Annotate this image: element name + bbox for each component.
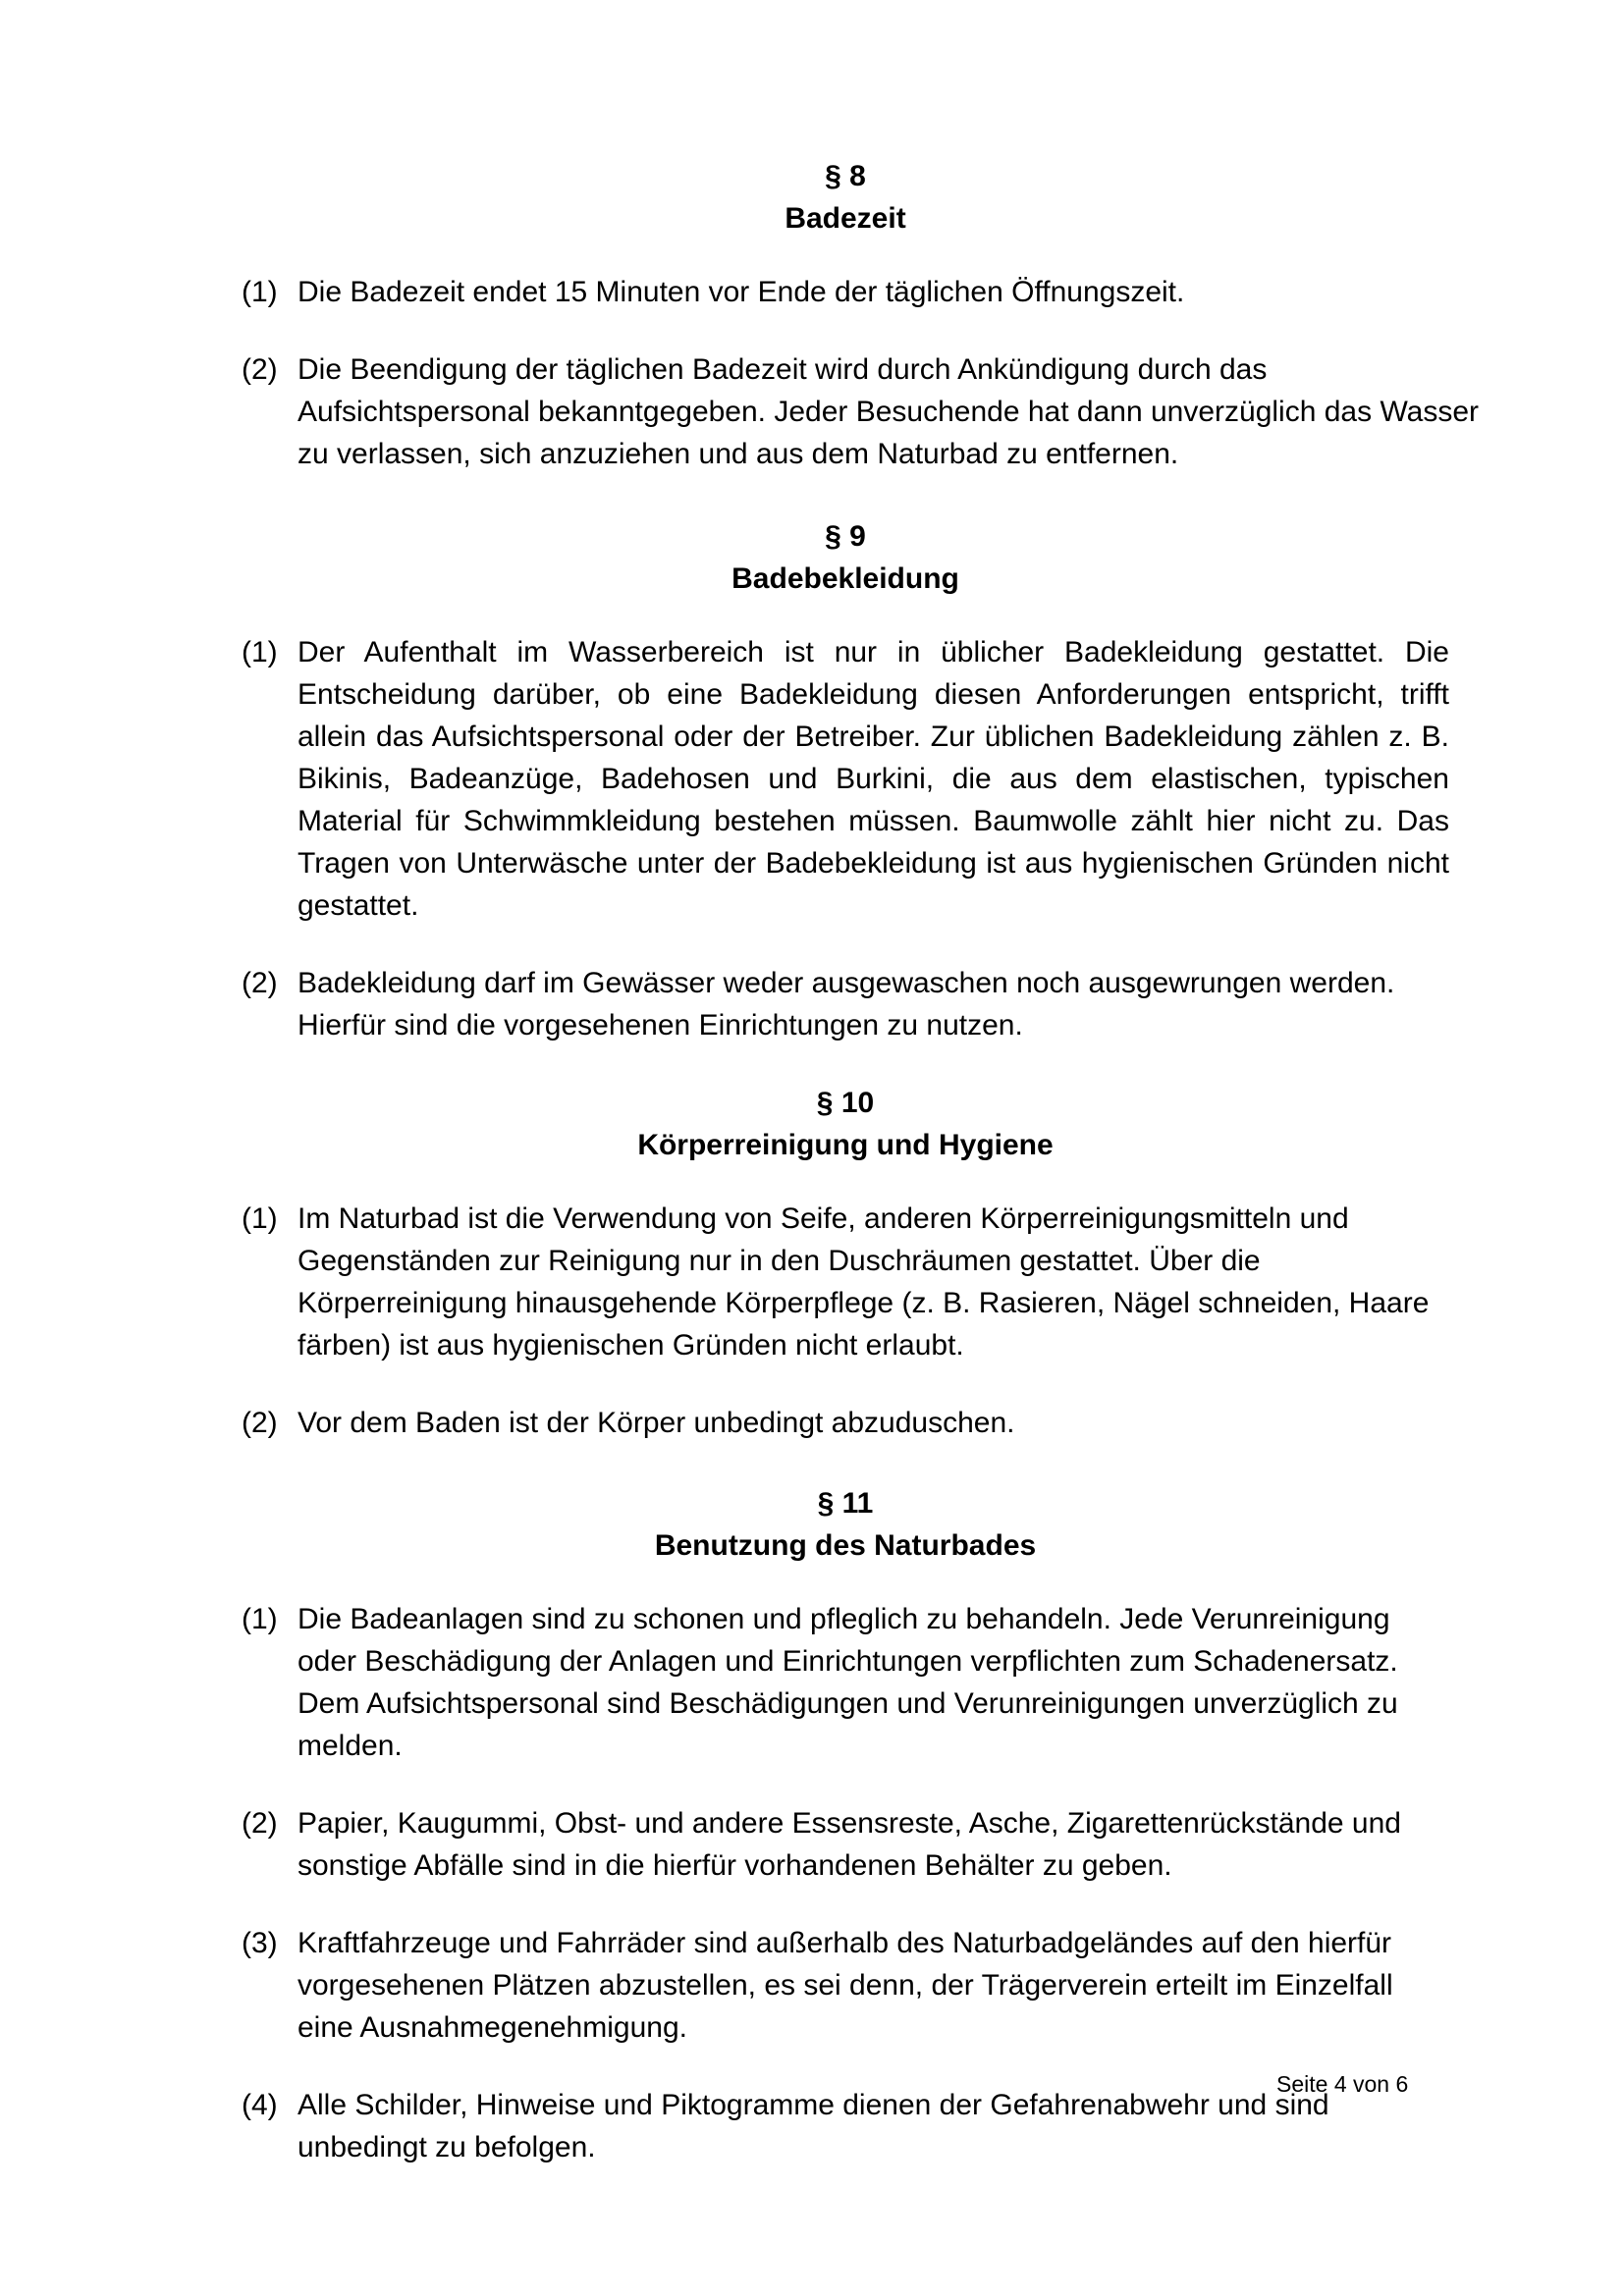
section-title: Körperreinigung und Hygiene (637, 1129, 1054, 1161)
section-11 (242, 1482, 1449, 2168)
paragraph (242, 1922, 1449, 2049)
paragraph-number: (2) (242, 967, 278, 999)
paragraph-text: Die Badezeit endet 15 Minuten vor Ende der täglichen Öffnungszeit. (298, 276, 1185, 308)
section-title: Badezeit (785, 202, 906, 235)
paragraph-text: Die Badeanlagen sind zu schonen und pfleglich zu behandeln. Jede Verunreinigung oder Beschädigung der Anlagen und Einrichtungen verpflichten zum Schadenersatz. Dem Aufsichtspersonal sind Beschädigungen und Verunreinigungen unverzüglich zu melden. (298, 1603, 1398, 1762)
paragraph (242, 1198, 1449, 1366)
section-number: § 8 (825, 160, 866, 192)
paragraph-number: (3) (242, 1927, 278, 1959)
paragraph (242, 1802, 1449, 1887)
paragraph-number: (4) (242, 2089, 278, 2121)
paragraph (242, 1402, 1449, 1444)
paragraph-text: Der Aufenthalt im Wasserbereich ist nur in üblicher Badekleidung gestattet. Die Entscheidung darüber, ob eine Badekleidung diesen Anforderungen entspricht, trifft allein das Aufsichtspersonal oder der Betreiber. Zur üblichen Badekleidung zählen z. B. Bikinis, Badeanzüge, Badehosen und Burkini, die aus dem elastischen, typischen Material für Schwimmkleidung bestehen müssen. Baumwolle zählt hier nicht zu. Das Tragen von Unterwäsche unter der Badebekleidung ist aus hygienischen Gründen nicht gestattet. (298, 636, 1449, 922)
paragraph-number: (2) (242, 1407, 278, 1439)
paragraph (242, 271, 1449, 313)
section-number: § 11 (817, 1487, 874, 1520)
paragraph-text: Papier, Kaugummi, Obst- und andere Essensreste, Asche, Zigarettenrückstände und sonstige Abfälle sind in die hierfür vorhandenen Behälter zu geben. (298, 1807, 1401, 1882)
paragraph-number: (1) (242, 1202, 278, 1235)
paragraph (242, 631, 1449, 927)
section-title: Badebekleidung (731, 562, 959, 595)
paragraph (242, 348, 1495, 475)
paragraph (242, 1598, 1449, 1767)
paragraph-text: Kraftfahrzeuge und Fahrräder sind außerhalb des Naturbadgeländes auf den hierfür vorgesehenen Plätzen abzustellen, es sei denn, der Trägerverein erteilt im Einzelfall eine Ausnahmegenehmigung. (298, 1927, 1393, 2044)
paragraph-number: (1) (242, 1603, 278, 1635)
paragraph-text: Im Naturbad ist die Verwendung von Seife, anderen Körperreinigungsmitteln und Gegenständen zur Reinigung nur in den Duschräumen gestattet. Über die Körperreinigung hinausgehende Körperpflege (z. B. Rasieren, Nägel schneiden, Haare färben) ist aus hygienischen Gründen nicht erlaubt. (298, 1202, 1430, 1362)
section-number: § 10 (816, 1087, 875, 1119)
paragraph-number: (2) (242, 353, 278, 386)
paragraph-text: Vor dem Baden ist der Körper unbedingt abzuduschen. (298, 1407, 1015, 1439)
paragraph-text: Alle Schilder, Hinweise und Piktogramme dienen der Gefahrenabwehr und sind unbedingt zu befolgen. (298, 2089, 1329, 2163)
page-number-footer: Seite 4 von 6 (1276, 2071, 1409, 2097)
paragraph-number: (2) (242, 1807, 278, 1840)
paragraph-text: Badekleidung darf im Gewässer weder ausgewaschen noch ausgewrungen werden. Hierfür sind die vorgesehenen Einrichtungen zu nutzen. (298, 967, 1395, 1041)
paragraph-number: (1) (242, 276, 278, 308)
paragraph (242, 2084, 1358, 2168)
section-8 (242, 155, 1480, 475)
section-number: § 9 (825, 520, 866, 553)
section-10 (242, 1082, 1449, 1444)
paragraph-text: Die Beendigung der täglichen Badezeit wird durch Ankündigung durch das Aufsichtspersonal bekanntgegeben. Jeder Besuchende hat dann unverzüglich das Wasser zu verlassen, sich anzuziehen und aus dem Naturbad zu entfernen. (298, 353, 1480, 470)
section-title: Benutzung des Naturbades (654, 1529, 1037, 1562)
paragraph-number: (1) (242, 636, 278, 668)
section-9 (242, 515, 1449, 1046)
paragraph (242, 962, 1449, 1046)
